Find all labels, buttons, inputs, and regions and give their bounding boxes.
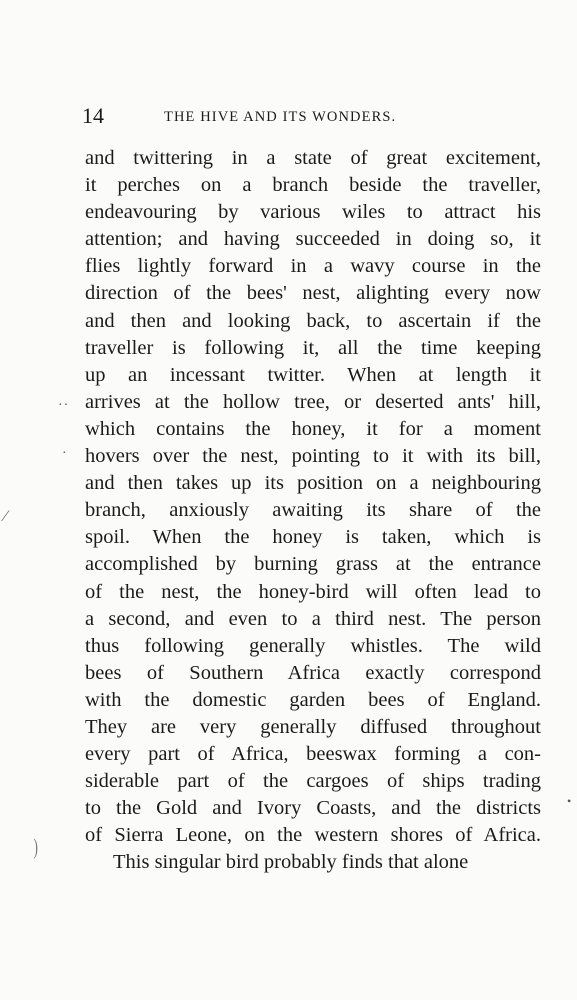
text-line: up an incessant twitter. When at length it xyxy=(85,363,541,386)
text-line: and then and looking back, to ascertain if the xyxy=(85,309,541,332)
text-line: bees of Southern Africa exactly correspond xyxy=(85,661,541,684)
text-line: of the nest, the honey-bird will often lead to xyxy=(85,580,541,603)
scan-speck: ·· xyxy=(58,398,70,413)
text-line: branch, anxiously awaiting its share of the xyxy=(85,499,541,522)
text-line: of Sierra Leone, on the western shores of Africa. xyxy=(85,824,541,847)
text-line: and twittering in a state of great excitement, xyxy=(85,147,541,169)
running-header xyxy=(82,103,542,129)
text-line: direction of the bees' nest, alighting every now xyxy=(85,282,541,305)
text-line: with the domestic garden bees of England. xyxy=(85,688,541,711)
text-line: They are very generally diffused throughout xyxy=(85,715,541,738)
scan-speck: • xyxy=(567,794,572,808)
text-line: traveller is following it, all the time keeping xyxy=(85,336,541,359)
text-line: endeavouring by various wiles to attract his xyxy=(85,201,541,224)
text-line: hovers over the nest, pointing to it with its bill, xyxy=(85,445,541,468)
text-line: thus following generally whistles. The wild xyxy=(85,634,541,657)
text-line: flies lightly forward in a wavy course in the xyxy=(85,255,541,278)
text-line: spoil. When the honey is taken, which is xyxy=(85,526,541,549)
text-line: every part of Africa, beeswax forming a con- xyxy=(85,743,541,766)
scan-speck: ) xyxy=(33,834,38,859)
text-line: to the Gold and Ivory Coasts, and the districts xyxy=(85,797,541,820)
scan-speck: · xyxy=(62,446,67,461)
body-text xyxy=(85,145,541,877)
page-number: 14 xyxy=(82,103,104,128)
text-line: accomplished by burning grass at the entrance xyxy=(85,553,541,576)
text-line: arrives at the hollow tree, or deserted ants' hill, xyxy=(85,390,541,413)
scan-speck: ⁄ xyxy=(4,508,7,525)
text-line: which contains the honey, it for a moment xyxy=(85,417,541,440)
text-line: siderable part of the cargoes of ships trading xyxy=(85,770,541,793)
text-line: a second, and even to a third nest. The person xyxy=(85,607,541,630)
text-line: attention; and having succeeded in doing so, it xyxy=(85,228,541,251)
text-line: it perches on a branch beside the traveller, xyxy=(85,174,541,197)
text-line: and then takes up its position on a neighbouring xyxy=(85,472,541,495)
text-line: This singular bird probably finds that alone xyxy=(113,851,469,874)
running-title: THE HIVE AND ITS WONDERS. xyxy=(164,109,397,125)
